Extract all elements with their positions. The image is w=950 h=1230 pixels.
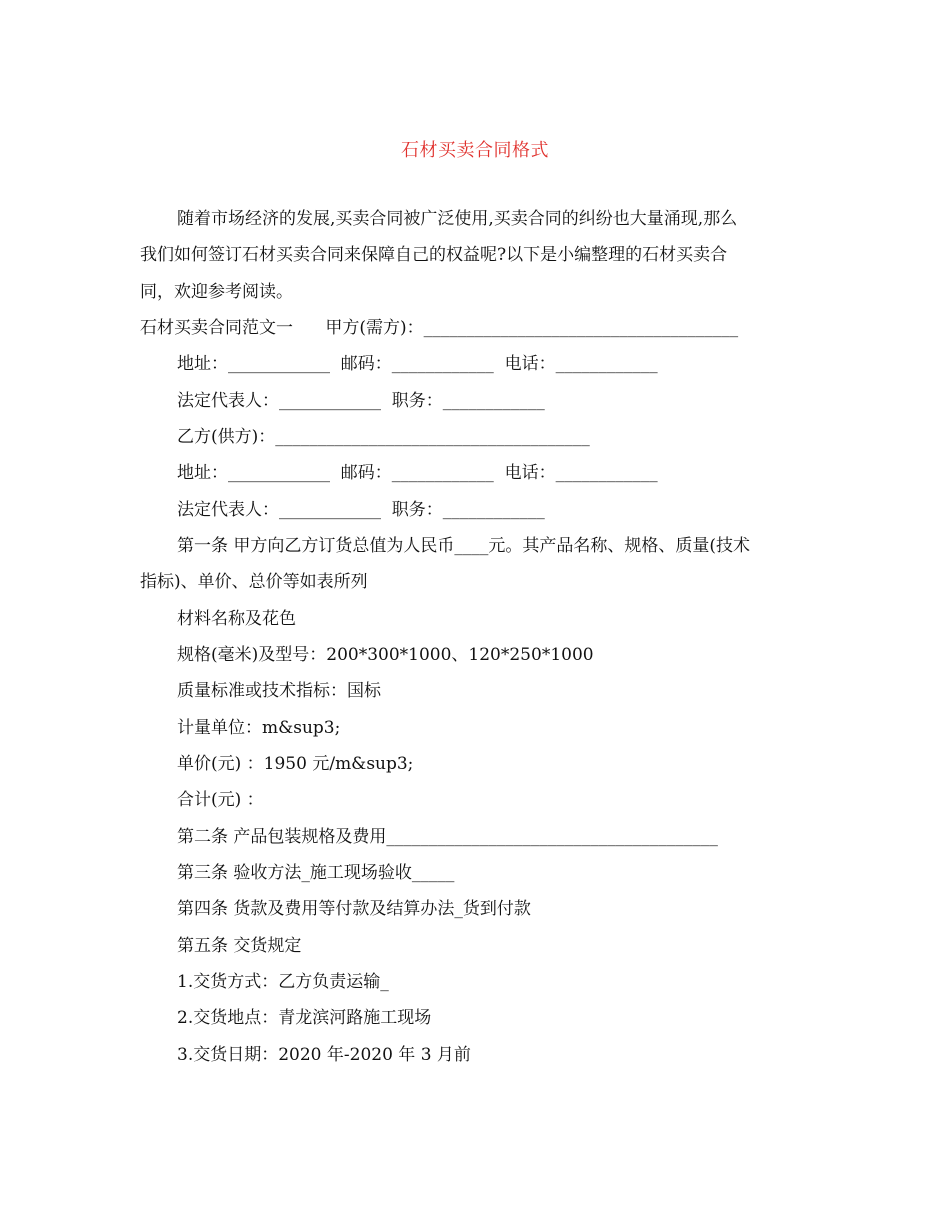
unit-price-line: 单价(元) ：1950 元/m&sup3; bbox=[177, 754, 414, 774]
intro-line-1: 随着市场经济的发展,买卖合同被广泛使用,买卖合同的纠纷也大量涌现,那么 bbox=[177, 209, 738, 229]
article-1-line-2: 指标)、单价、总价等如表所列 bbox=[140, 572, 368, 592]
spec-line: 规格(毫米)及型号：200*300*1000、120*250*1000 bbox=[177, 645, 594, 665]
intro-line-2: 我们如何签订石材买卖合同来保障自己的权益呢?以下是小编整理的石材买卖合 bbox=[140, 245, 728, 265]
unit-line: 计量单位：m&sup3; bbox=[177, 718, 341, 738]
party-a-representative-line: 法定代表人：____________ 职务：____________ bbox=[177, 391, 545, 411]
article-3-line: 第三条 验收方法_施工现场验收_____ bbox=[177, 863, 455, 883]
delivery-date-line: 3.交货日期：2020 年-2020 年 3 月前 bbox=[177, 1045, 471, 1065]
article-2-line: 第二条 产品包装规格及费用_______________________________________ bbox=[177, 827, 718, 847]
party-a-address-line: 地址：____________ 邮码：____________ 电话：____________ bbox=[177, 354, 658, 374]
sample-heading-party-a: 石材买卖合同范文一 甲方(需方)：_____________________________________ bbox=[140, 318, 739, 338]
document-title: 石材买卖合同格式 bbox=[401, 140, 549, 161]
article-4-line: 第四条 货款及费用等付款及结算办法_货到付款 bbox=[177, 899, 531, 919]
material-name-line: 材料名称及花色 bbox=[177, 609, 296, 629]
article-1-line-1: 第一条 甲方向乙方订货总值为人民币____元。其产品名称、规格、质量(技术 bbox=[177, 536, 751, 556]
article-5-line: 第五条 交货规定 bbox=[177, 936, 302, 956]
party-b-line: 乙方(供方)：_____________________________________ bbox=[177, 427, 590, 447]
party-b-address-line: 地址：____________ 邮码：____________ 电话：____________ bbox=[177, 463, 658, 483]
delivery-place-line: 2.交货地点：青龙滨河路施工现场 bbox=[177, 1008, 432, 1028]
delivery-method-line: 1.交货方式：乙方负责运输_ bbox=[177, 972, 389, 992]
quality-standard-line: 质量标准或技术指标：国标 bbox=[177, 681, 381, 701]
party-b-representative-line: 法定代表人：____________ 职务：____________ bbox=[177, 500, 545, 520]
intro-line-3: 同，欢迎参考阅读。 bbox=[140, 282, 293, 302]
total-line: 合计(元) ： bbox=[177, 790, 264, 810]
